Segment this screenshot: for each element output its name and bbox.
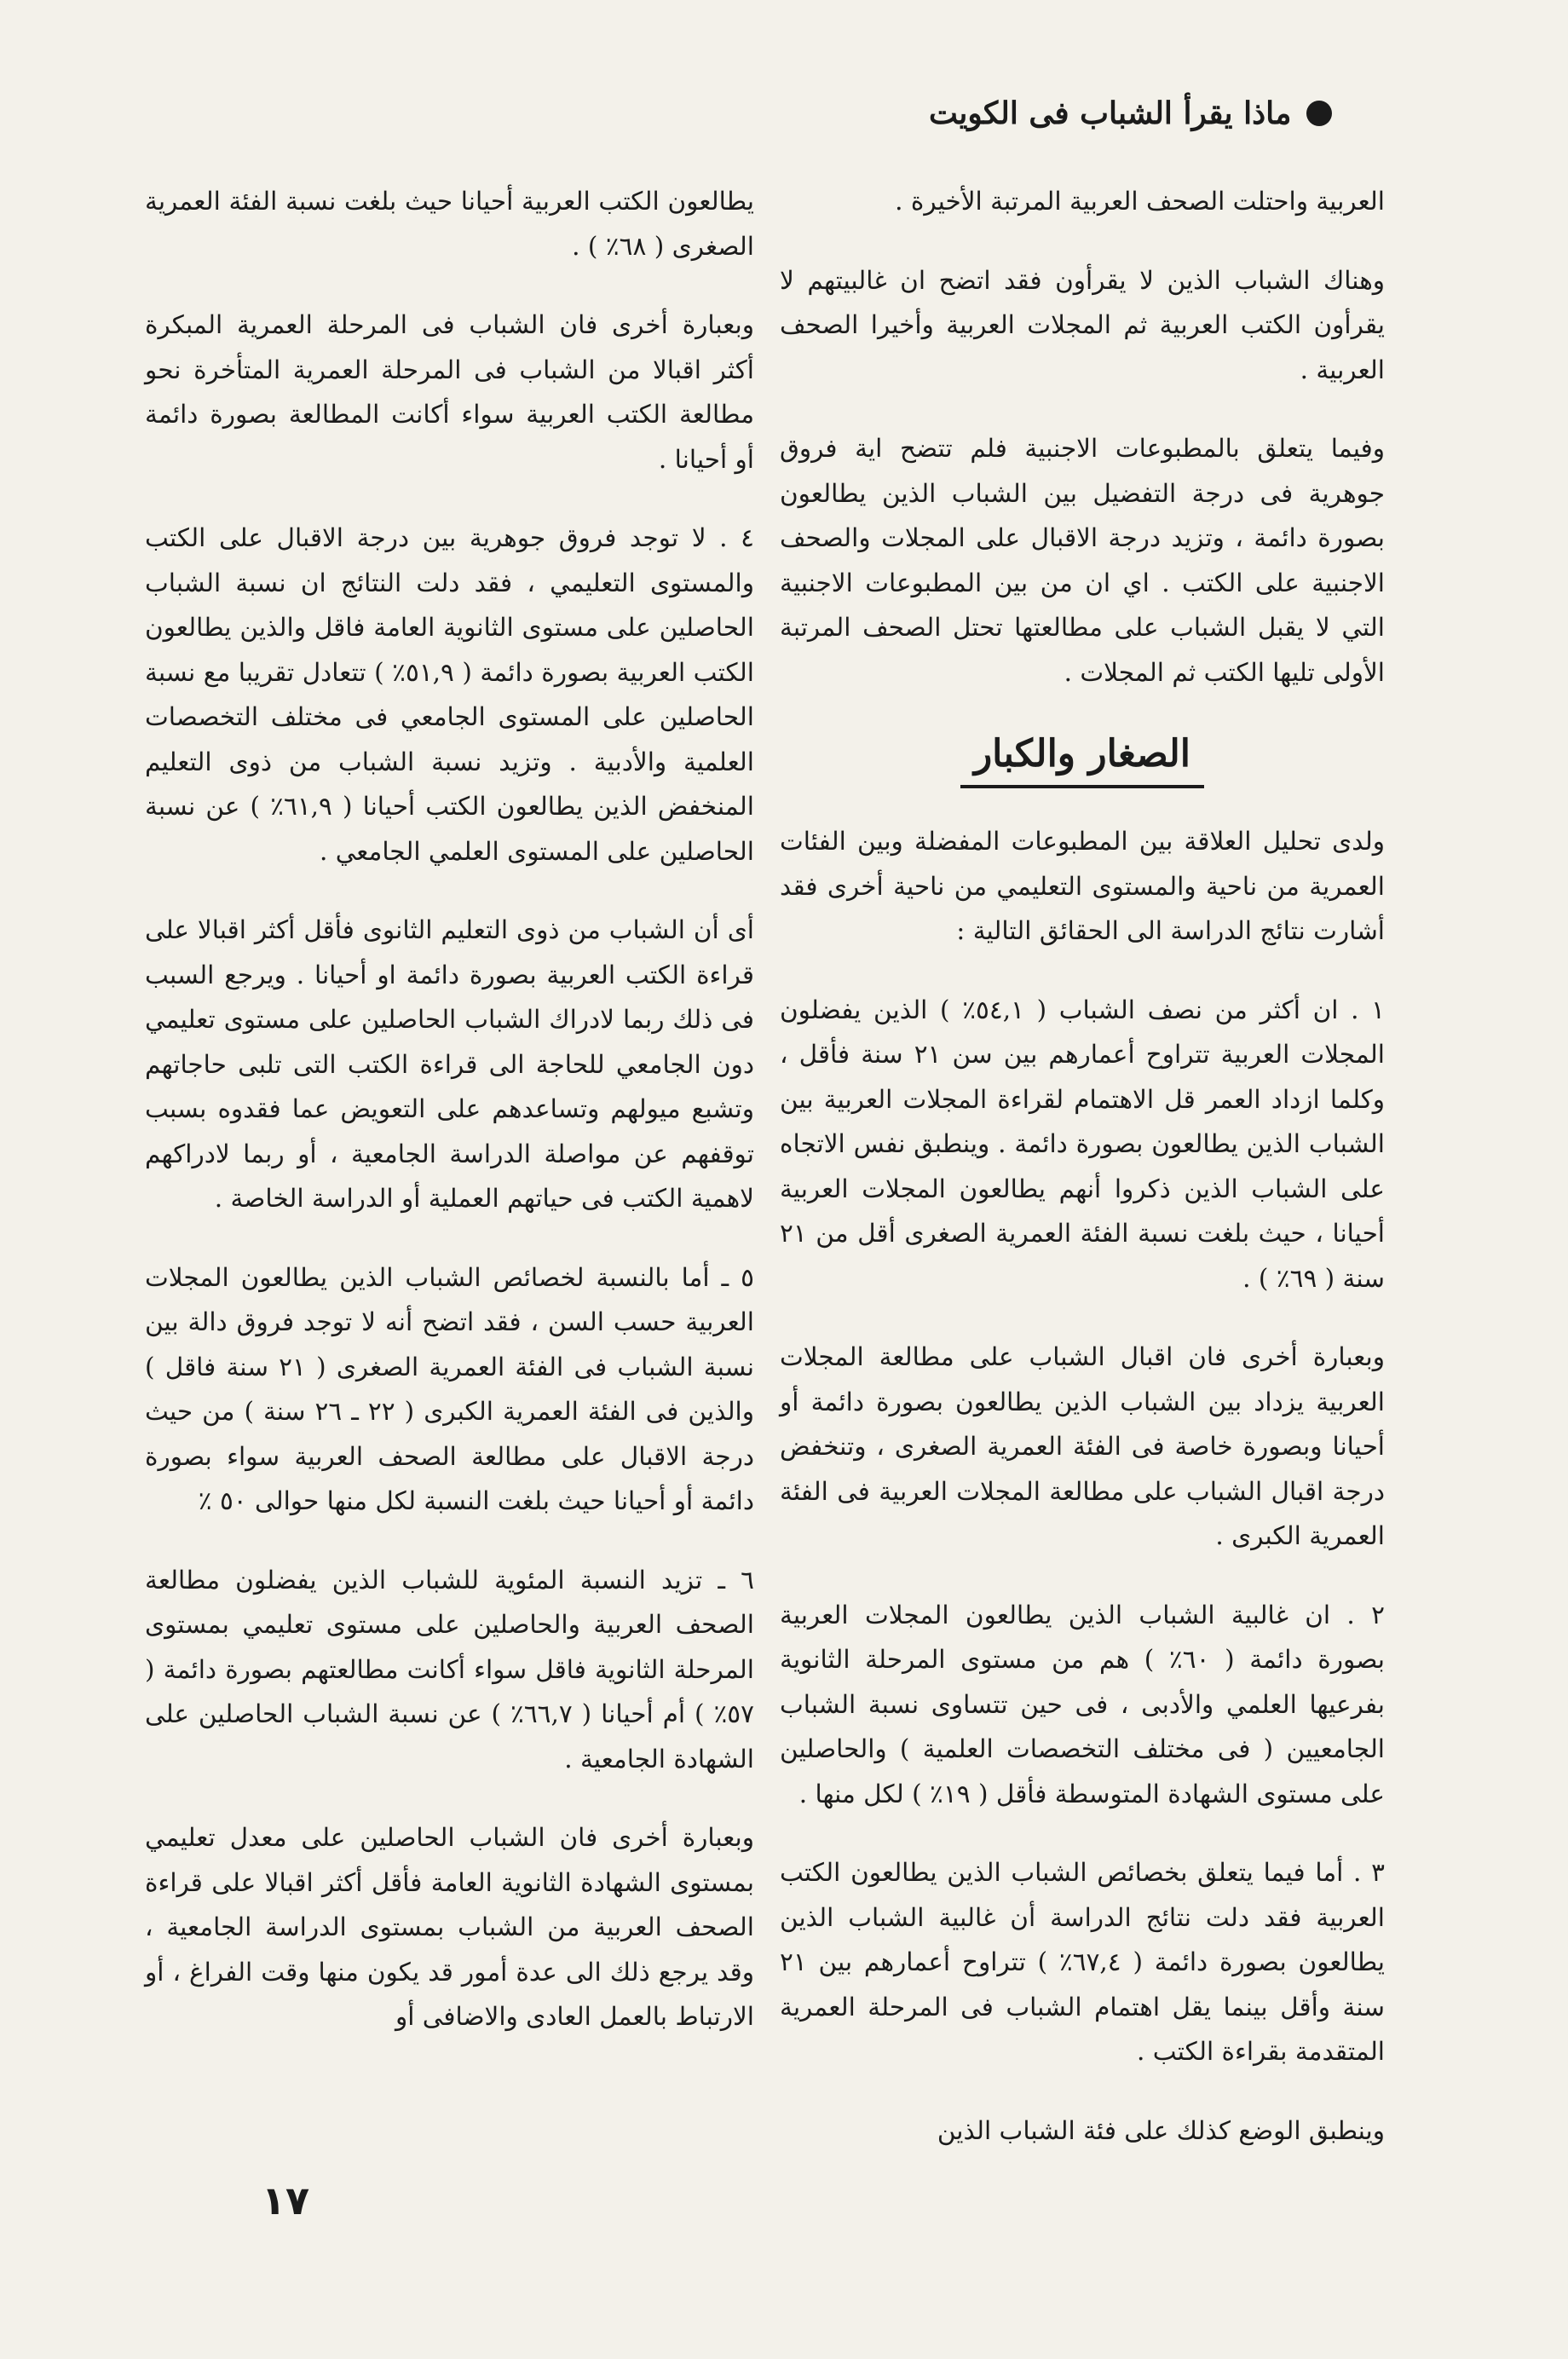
paragraph: ٥ ـ أما بالنسبة لخصائص الشباب الذين يطالعون المجلات العربية حسب السن ، فقد اتضح أنه لا توجد فروق دالة بين نسبة الشباب فى الفئة العمرية الصغرى ( ٢١ سنة فاقل ) والذين فى الفئة العمرية الكبرى ( ٢٢ ـ ٢٦ سنة ) من حيث درجة الاقبال على مطالعة الصحف العربية سواء بصورة دائمة أو أحيانا حيث بلغت النسبة لكل منها حوالى ٥٠ ٪ bbox=[145, 1262, 754, 1515]
paragraph: وبعبارة أخرى فان الشباب الحاصلين على معدل تعليمي بمستوى الشهادة الثانوية العامة فأقل أكثر اقبالا على قراءة الصحف العربية من الشباب بمستوى الدراسة الجامعية ، وقد يرجع ذلك الى عدة أمور قد يكون منها وقت الفراغ ، أو الارتباط بالعمل العادى والاضافى أو bbox=[145, 1823, 754, 2031]
paragraph: أى أن الشباب من ذوى التعليم الثانوى فأقل أكثر اقبالا على قراءة الكتب العربية بصورة دائمة او أحيانا . ويرجع السبب فى ذلك ربما لادراك الشباب الحاصلين على مستوى تعليمي دون الجامعي للحاجة الى قراءة الكتب التى تلبى حاجاتهم وتشبع ميولهم وتساعدهم على التعويض عما فقدوه بسبب توقفهم عن مواصلة الدراسة الجامعية ، أو ربما لادراكهم لاهمية الكتب فى حياتهم العملية أو الدراسة الخاصة . bbox=[145, 915, 754, 1213]
section-heading-text: الصغار والكبار bbox=[960, 729, 1204, 788]
paragraph: وهناك الشباب الذين لا يقرأون فقد اتضح ان غالبيتهم لا يقرأون الكتب العربية ثم المجلات العربية وأخيرا الصحف العربية . bbox=[780, 265, 1385, 384]
paragraph: العربية واحتلت الصحف العربية المرتبة الأخيرة . bbox=[895, 187, 1385, 216]
paragraph: ١ . ان أكثر من نصف الشباب ( ٥٤,١٪ ) الذين يفضلون المجلات العربية تتراوح أعمارهم بين سن ٢١ سنة فأقل ، وكلما ازداد العمر قل الاهتمام لقراءة المجلات العربية بين الشباب الذين يطالعون بصورة دائمة . وينطبق نفس الاتجاه على الشباب الذين ذكروا أنهم يطالعون المجلات العربية أحيانا ، حيث بلغت نسبة الفئة العمرية الصغرى أقل من ٢١ سنة ( ٦٩٪ ) . bbox=[780, 995, 1385, 1293]
running-header bbox=[929, 95, 1406, 131]
left-column bbox=[145, 179, 754, 2073]
paragraph: وينطبق الوضع كذلك على فئة الشباب الذين bbox=[937, 2115, 1385, 2145]
paragraph: وبعبارة أخرى فان الشباب فى المرحلة العمرية المبكرة أكثر اقبالا من الشباب فى المرحلة العمرية المتأخرة نحو مطالعة الكتب العربية سواء أكانت المطالعة بصورة دائمة أو أحيانا . bbox=[145, 310, 754, 474]
paragraph: ٢ . ان غالبية الشباب الذين يطالعون المجلات العربية بصورة دائمة ( ٦٠٪ ) هم من مستوى المرحلة الثانوية بفرعيها العلمي والأدبى ، فى حين تتساوى نسبة الشباب الجامعيين ( فى مختلف التخصصات العلمية ) والحاصلين على مستوى الشهادة المتوسطة فأقل ( ١٩٪ ) لكل منها . bbox=[780, 1600, 1385, 1808]
bullet-icon bbox=[1306, 101, 1332, 126]
paragraph: ٤ . لا توجد فروق جوهرية بين درجة الاقبال على الكتب والمستوى التعليمي ، فقد دلت النتائج ان نسبة الشباب الحاصلين على مستوى الثانوية العامة فاقل والذين يطالعون الكتب العربية بصورة دائمة ( ٥١,٩٪ ) تتعادل تقريبا مع نسبة الحاصلين على المستوى الجامعي فى مختلف التخصصات العلمية والأدبية . وتزيد نسبة الشباب من ذوى التعليم المنخفض الذين يطالعون الكتب أحيانا ( ٦١,٩٪ ) عن نسبة الحاصلين على المستوى العلمي الجامعي . bbox=[145, 523, 754, 866]
paragraph: يطالعون الكتب العربية أحيانا حيث بلغت نسبة الفئة العمرية الصغرى ( ٦٨٪ ) . bbox=[145, 187, 754, 261]
paragraph: ٦ ـ تزيد النسبة المئوية للشباب الذين يفضلون مطالعة الصحف العربية والحاصلين على مستوى تعليمي بمستوى المرحلة الثانوية فاقل سواء أكانت مطالعتهم بصورة دائمة ( ٥٧٪ ) أم أحيانا ( ٦٦,٧٪ ) عن نسبة الشباب الحاصلين على الشهادة الجامعية . bbox=[145, 1565, 754, 1774]
paragraph: وفيما يتعلق بالمطبوعات الاجنبية فلم تتضح اية فروق جوهرية فى درجة التفضيل بين الشباب الذين يطالعون بصورة دائمة ، وتزيد درجة الاقبال على المجلات والصحف الاجنبية على الكتب . اي ان من بين المطبوعات الاجنبية التي لا يقبل الشباب على مطالعتها تحتل الصحف المرتبة الأولى تليها الكتب ثم المجلات . bbox=[780, 434, 1385, 687]
paragraph: ولدى تحليل العلاقة بين المطبوعات المفضلة وبين الفئات العمرية من ناحية والمستوى التعليمي من ناحية أخرى فقد أشارت نتائج الدراسة الى الحقائق التالية : bbox=[780, 827, 1385, 945]
page-number: ١٧ bbox=[261, 2177, 310, 2223]
paragraph: ٣ . أما فيما يتعلق بخصائص الشباب الذين يطالعون الكتب العربية فقد دلت نتائج الدراسة أن غالبية الشباب الذين يطالعون بصورة دائمة ( ٦٧,٤٪ ) تتراوح أعمارهم بين ٢١ سنة وأقل بينما يقل اهتمام الشباب فى المرحلة العمرية المتقدمة بقراءة الكتب . bbox=[780, 1858, 1385, 2066]
section-heading bbox=[780, 729, 1385, 788]
paragraph: وبعبارة أخرى فان اقبال الشباب على مطالعة المجلات العربية يزداد بين الشباب الذين يطالعون بصورة دائمة أو أحيانا وبصورة خاصة فى الفئة العمرية الصغرى ، وتنخفض درجة اقبال الشباب على مطالعة المجلات العربية فى الفئة العمرية الكبرى . bbox=[780, 1342, 1385, 1550]
right-column bbox=[780, 179, 1385, 2187]
running-title: ماذا يقرأ الشباب فى الكويت bbox=[929, 95, 1292, 131]
